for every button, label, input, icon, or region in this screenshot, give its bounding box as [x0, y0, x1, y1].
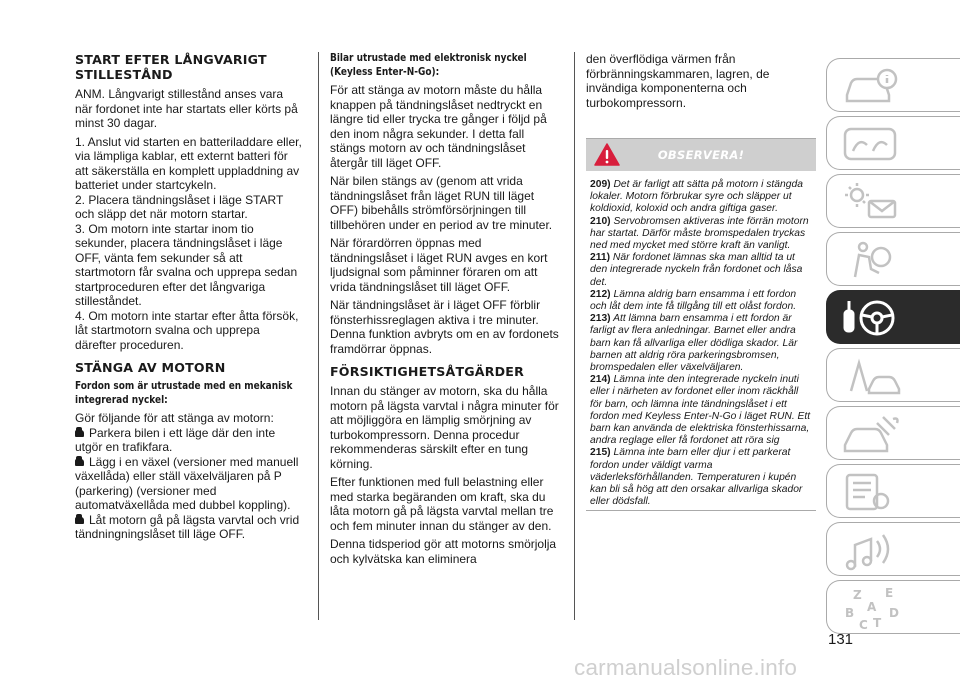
list-item: Låt motorn gå på lägsta varvtal och vrid tändningningslåset till läge OFF. — [75, 512, 300, 541]
car-bullet-icon — [75, 430, 84, 437]
svg-text:D: D — [889, 606, 899, 620]
note-item: 212) Lämna aldrig barn ensamma i ett fordon och låt dem inte få tillgång till ett olåst fordon. — [590, 288, 797, 313]
paragraph: När förardörren öppnas med tändningslåset i läget RUN avges en kort ljudsignal som påminner föraren om att vrida tändningslåset till läget OFF. — [330, 236, 548, 294]
subheading-keyless: Bilar utrustade med elektronisk nyckel — [330, 53, 527, 64]
car-bullet-icon — [75, 517, 84, 524]
warning-body — [586, 171, 816, 510]
car-info-icon — [841, 65, 901, 107]
section-title-engine-off: STÄNGA AV MOTORN — [75, 360, 226, 375]
warning-box — [586, 138, 816, 511]
note-item: 215) Lämna inte barn eller djur i ett parkerat fordon under väldigt varma väderleksförhållanden. Temperaturen i kupén kan bli så hög att den orsakar allvarliga skador eller dödsfall. — [590, 447, 803, 508]
list-item: Lägg i en växel (versioner med manuell växellåda) eller ställ växelväljaren på P (parkering) (versioner med automatväxellåda med dubbel koppling). — [75, 454, 299, 512]
car-bullet-icon — [75, 459, 84, 466]
svg-text:E: E — [885, 587, 894, 600]
page-number: 131 — [828, 631, 854, 648]
tab-safety[interactable] — [826, 232, 960, 286]
paragraph: När bilen stängs av (genom att vrida tändningslåset från läget RUN till läget OFF) bibehålls strömförsörjningen till tillbehören under en period av tre minuter. — [330, 174, 553, 232]
paragraph: När tändningslåset är i läget OFF förblir fönsterhissreglagen aktiva i tre minuter. Denna funktion avbryts om en av fordonets framdörrar öppnas. — [330, 298, 559, 356]
step-2: 2. Placera tändningslåset i läge START och släpp det när motorn startar. — [75, 192, 284, 221]
tab-multimedia[interactable] — [826, 522, 960, 576]
svg-text:T: T — [873, 616, 882, 630]
column-2 — [330, 52, 562, 570]
subheading-mechanical-key-cont: integrerad nyckel: — [75, 395, 168, 406]
emergency-warning-icon — [841, 355, 901, 397]
column-3 — [586, 52, 816, 511]
section-title-precautions: FÖRSIKTIGHETSÅTGÄRDER — [330, 364, 525, 379]
step-3: 3. Om motorn inte startar inom tio sekunder, placera tändningslåset i läge OFF, vänta fem sekunder så att startmotorn får svalna och upprepa sedan startproceduren efter det långvariga stilleståndet. — [75, 221, 298, 308]
note-item: 209) Det är farligt att sätta på motorn i stängda lokaler. Motorn förbrukar syre och släpper ut koldioxid, koloxid och andra giftiga gaser. — [590, 179, 803, 215]
alphabetical-index-icon — [841, 587, 905, 633]
list-item: Parkera bilen i ett läge där den inte utgör en trafikfara. — [75, 425, 276, 454]
paragraph: ANM. Långvarigt stillestånd anses vara när fordonet inte har startats eller körts på minst 30 dagar. — [75, 87, 298, 130]
step-4: 4. Om motorn inte startar efter åtta försök, låt startmotorn svalna och upprepa därefter proceduren. — [75, 308, 299, 352]
subheading-mechanical-key: Fordon som är utrustade med en mekanisk — [75, 381, 293, 392]
section-title-start-after-storage: START EFTER LÅNGVARIGT STILLESTÅND — [75, 52, 267, 82]
svg-text:Z: Z — [853, 588, 862, 602]
warning-title: OBSERVERA! — [657, 148, 745, 162]
multimedia-icon — [841, 529, 901, 571]
tab-lights-warnings[interactable] — [826, 174, 960, 228]
tab-index[interactable] — [826, 580, 960, 634]
maintenance-wrench-icon — [841, 413, 901, 455]
svg-text:C: C — [859, 618, 868, 632]
technical-data-icon — [841, 471, 901, 513]
note-item: 213) Att lämna barn ensamma i ett fordon är farligt av flera anledningar. Barnet eller andra barn kan få allvarliga eller dödliga skador. Lär barnen att aldrig röra parkeringsbromsen, bromspedalen eller växelväljaren. — [590, 313, 798, 374]
paragraph: Denna tidsperiod gör att motorns smörjolja och kylvätska kan eliminera — [330, 537, 557, 566]
paragraph: Innan du stänger av motorn, ska du hålla motorn på lägsta varvtal i några minuter för att möjliggöra en lämplig smörjning av turbokompressorn. Denna procedur rekommenderas särskilt efter en tung körning. — [330, 384, 559, 471]
paragraph: För att stänga av motorn måste du hålla knappen på tändningslåset nedtryckt en längre tid eller trycka tre gånger i följd på den inom några sekunder. I detta fall stängs motorn av och tändningslåset återgår till läget OFF. — [330, 83, 547, 170]
subheading-keyless-cont: (Keyless Enter-N-Go): — [330, 67, 440, 78]
watermark: carmanualsonline.info — [574, 655, 798, 680]
svg-text:B: B — [845, 606, 855, 620]
tab-dashboard[interactable] — [826, 116, 960, 170]
safety-airbag-icon — [841, 239, 901, 281]
step-1: 1. Anslut vid starten en batteriladdare eller, via lämpliga kablar, ett externt batteri för att säkerställa en komplett uppladdning av batteriet under startcykeln. — [75, 134, 302, 192]
column-1 — [75, 52, 303, 542]
note-item: 211) När fordonet lämnas ska man alltid ta ut den integrerade nyckeln från fordonet och låsa det. — [590, 252, 803, 288]
note-item: 210) Servobromsen aktiveras inte förrän motorn har startat. Därför måste bromspedalen tryckas ned med mycket med större kraft än vanligt. — [590, 215, 809, 252]
tab-starting-driving[interactable] — [826, 290, 960, 344]
warning-header — [586, 139, 816, 171]
paragraph: Gör följande för att stänga av motorn: — [75, 411, 274, 425]
tab-vehicle-info[interactable] — [826, 58, 960, 112]
tab-emergency[interactable] — [826, 348, 960, 402]
note-item: 214) Lämna inte den integrerade nyckeln inuti eller i närheten av fordonet eller inom räckhåll för barn, och lämna inte tändningslåset i ett fordon med Keyless Enter-N-Go i läget RUN. Ett barn kan använda de elektriska fönsterhissarna, andra reglage eller få fordonet att röra sig — [590, 374, 811, 447]
dashboard-icon — [841, 123, 901, 165]
column-divider — [318, 52, 319, 620]
key-steering-wheel-icon — [841, 297, 901, 339]
paragraph: den överflödiga värmen från förbränningskammaren, lagren, de invändiga komponenterna och turbokompressorn. — [586, 52, 770, 110]
paragraph: Efter funktionen med full belastning eller med starka begäranden om kraft, ska du låta motorn gå på lägsta varvtal mellan tre och fem minuter innan du stänger av den. — [330, 475, 554, 533]
tab-technical-data[interactable] — [826, 464, 960, 518]
svg-text:A: A — [867, 600, 877, 614]
tab-maintenance[interactable] — [826, 406, 960, 460]
lights-warning-icon — [841, 181, 901, 223]
column-divider — [574, 52, 575, 620]
